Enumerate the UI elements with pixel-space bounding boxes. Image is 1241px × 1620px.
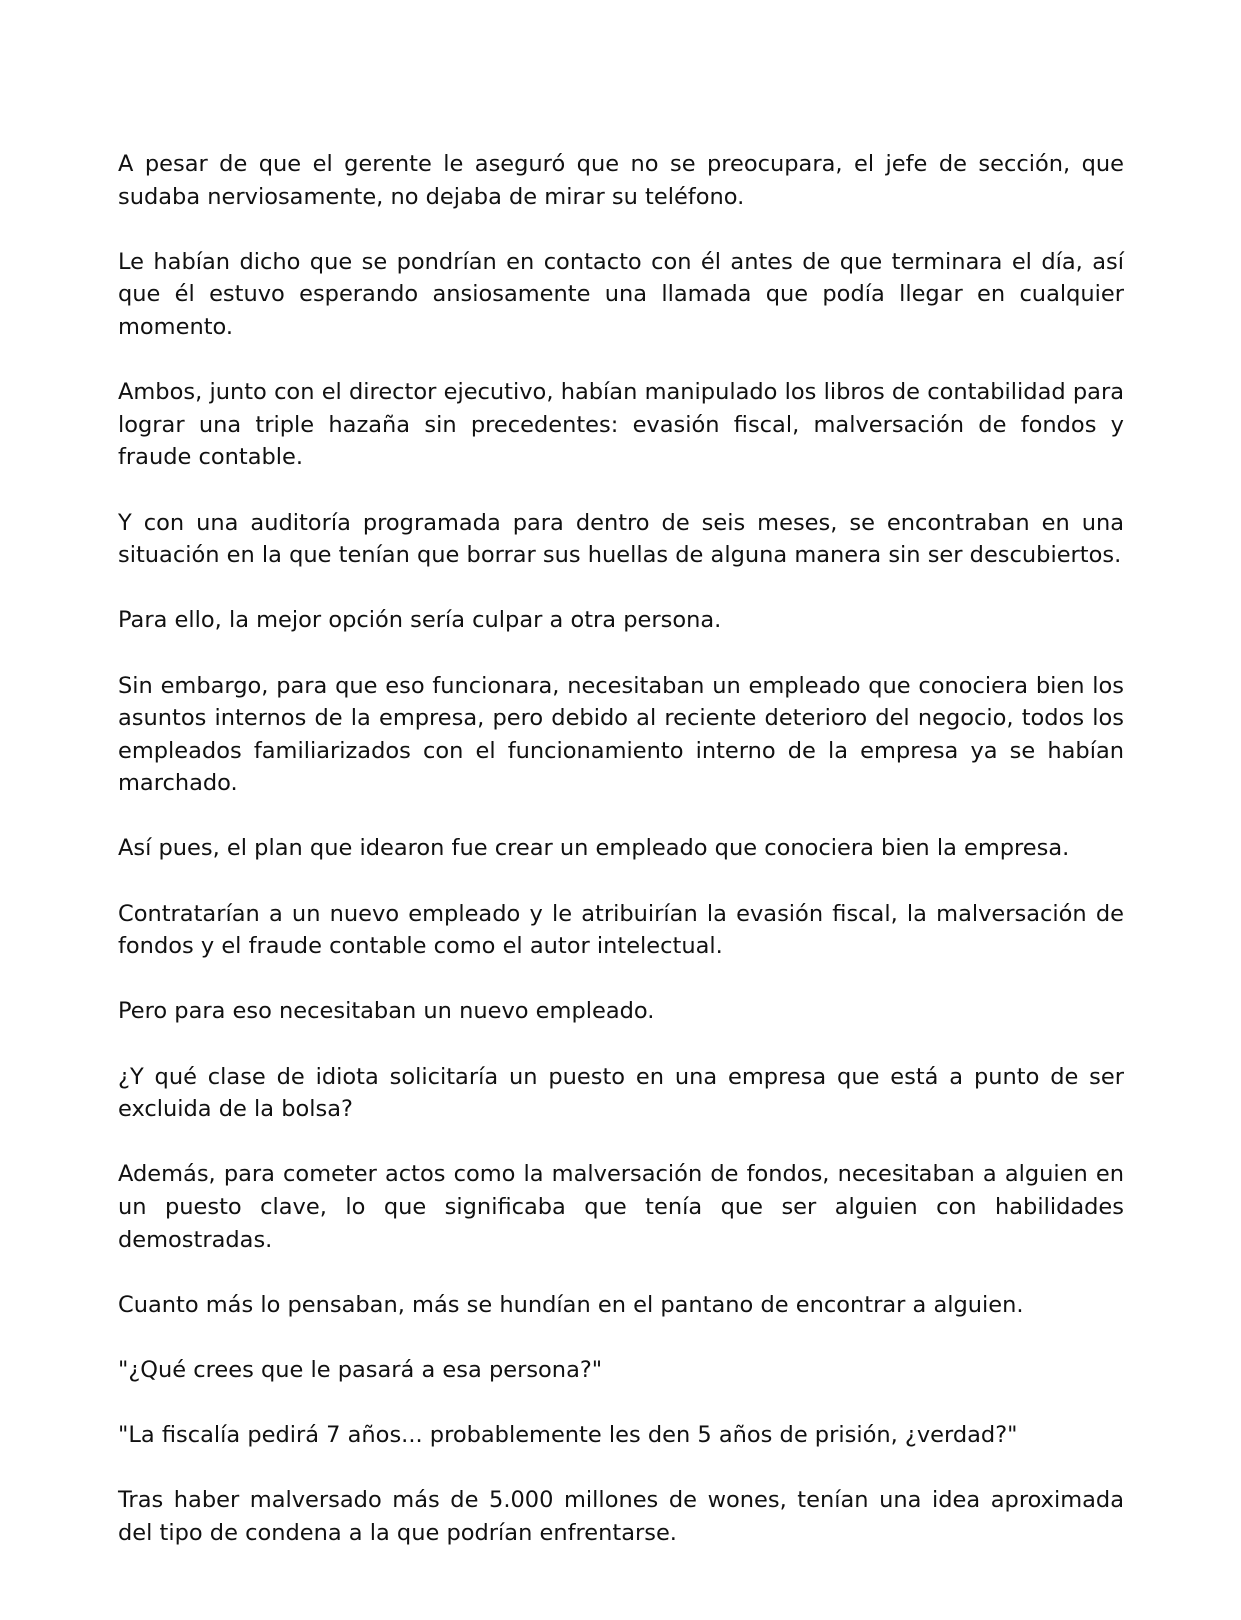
paragraph: Así pues, el plan que idearon fue crear un empleado que conociera bien la empresa.: [118, 835, 1070, 862]
paragraph: "La fiscalía pedirá 7 años... probablemente les den 5 años de prisión, ¿verdad?": [118, 1422, 1018, 1449]
paragraph: Contratarían a un nuevo empleado y le atribuirían la evasión fiscal, la malversación de fondos y el fraude contable como el autor intelectual.: [118, 900, 1124, 960]
paragraph: Tras haber malversado más de 5.000 millones de wones, tenían una idea aproximada del tipo de condena a la que podrían enfrentarse.: [118, 1487, 1124, 1546]
paragraph: "¿Qué crees que le pasará a esa persona?": [118, 1356, 603, 1383]
paragraph: Para ello, la mejor opción sería culpar a otra persona.: [118, 607, 722, 634]
paragraph: A pesar de que el gerente le aseguró que no se preocupara, el jefe de sección, que sudaba nerviosamente, no dejaba de mirar su teléfono.: [118, 151, 1124, 210]
paragraph: Le habían dicho que se pondrían en contacto con él antes de que terminara el día, así que él estuvo esperando ansiosamente una llamada que podía llegar en cualquier momento.: [118, 248, 1124, 340]
paragraph: Pero para eso necesitaban un nuevo empleado.: [118, 998, 655, 1025]
body-text: [118, 148, 1124, 1550]
paragraph: ¿Y qué clase de idiota solicitaría un puesto en una empresa que está a punto de ser excluida de la bolsa?: [118, 1063, 1124, 1123]
paragraph: Sin embargo, para que eso funcionara, necesitaban un empleado que conociera bien los asuntos internos de la empresa, pero debido al reciente deterioro del negocio, todos los empleados familiarizados con el funcionamiento interno de la empresa ya se habían marchado.: [118, 672, 1124, 797]
paragraph: Además, para cometer actos como la malversación de fondos, necesitaban a alguien en un puesto clave, lo que significaba que tenía que ser alguien con habilidades demostradas.: [118, 1161, 1124, 1253]
paragraph: Cuanto más lo pensaban, más se hundían en el pantano de encontrar a alguien.: [118, 1291, 1024, 1318]
paragraph: Y con una auditoría programada para dentro de seis meses, se encontraban en una situación en la que tenían que borrar sus huellas de alguna manera sin ser descubiertos.: [118, 509, 1124, 569]
paragraph: Ambos, junto con el director ejecutivo, habían manipulado los libros de contabilidad para lograr una triple hazaña sin precedentes: evasión fiscal, malversación de fondos y fraude contable.: [118, 379, 1124, 471]
